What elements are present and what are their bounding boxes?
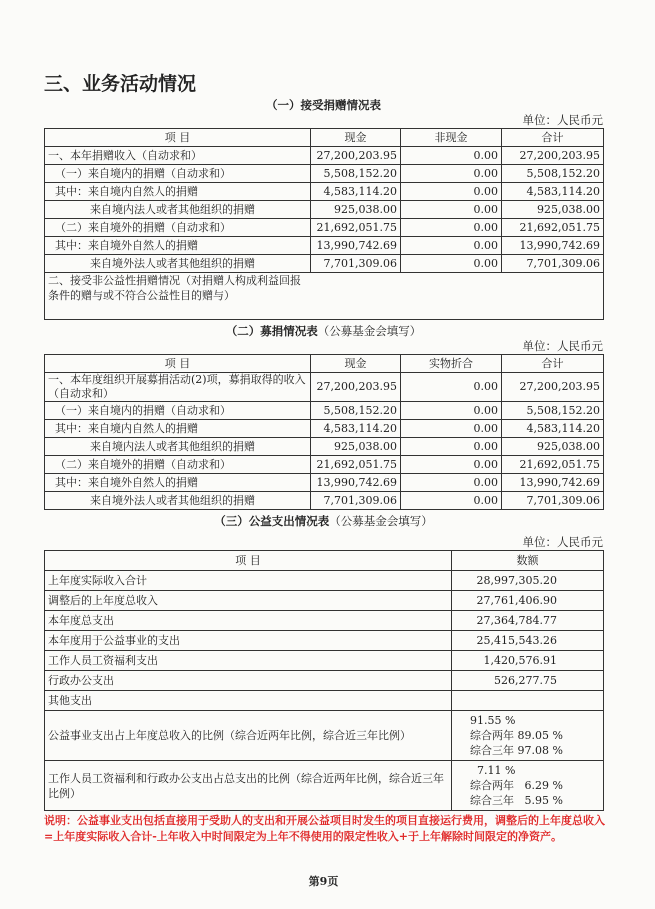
row-label: 本年度总支出 [45, 611, 452, 631]
row-value: 925,038.00 [311, 438, 401, 456]
row-label: 行政办公支出 [45, 671, 452, 691]
row-label: 一、本年度组织开展募捐活动(2)项，募捐取得的收入（自动求和） [45, 373, 311, 402]
table2-unit: 单位：人民币元 [522, 339, 603, 353]
table-header [45, 355, 604, 373]
document-page [44, 0, 603, 909]
row-value: 7,701,309.06 [311, 255, 401, 273]
table1-title: （一）接受捐赠情况表 [266, 98, 381, 112]
row-value: 13,990,742.69 [502, 474, 604, 492]
col-amount: 数额 [452, 551, 604, 571]
row-value: 0.00 [401, 201, 502, 219]
page-number: 第9页 [308, 875, 339, 888]
table-row [45, 651, 604, 671]
table-row [45, 219, 604, 237]
table2-title-note: （公募基金会填写） [317, 324, 422, 338]
row-label: （一）来自境内的捐赠（自动求和） [45, 402, 311, 420]
row-label: 工作人员工资福利支出 [45, 651, 452, 671]
row-value: 7,701,309.06 [502, 492, 604, 510]
row-value: 5,508,152.20 [502, 165, 604, 183]
row-label: 来自境内法人或者其他组织的捐赠 [45, 201, 311, 219]
table-row [45, 631, 604, 651]
row-value: 4,583,114.20 [311, 420, 401, 438]
row-value: 27,200,203.95 [311, 373, 401, 402]
row-value: 21,692,051.75 [311, 219, 401, 237]
row-value: 5,508,152.20 [311, 402, 401, 420]
donations-received-table [44, 128, 604, 320]
row-value: 27,761,406.90 [452, 591, 604, 611]
row-label: 其中：来自境内自然人的捐赠 [45, 420, 311, 438]
section-heading: 三、业务活动情况 [44, 73, 197, 95]
table-row [45, 438, 604, 456]
row-value: 21,692,051.75 [502, 456, 604, 474]
row-value: 0.00 [401, 183, 502, 201]
row-value: 925,038.00 [502, 438, 604, 456]
row-value: 13,990,742.69 [311, 474, 401, 492]
row-value: 0.00 [401, 492, 502, 510]
col-total: 合计 [502, 355, 604, 373]
table-row [45, 456, 604, 474]
table3-title-text: （三）公益支出情况表 [214, 514, 330, 528]
row-value: 21,692,051.75 [502, 219, 604, 237]
table-row [45, 147, 604, 165]
table-row [45, 474, 604, 492]
row-label: 其他支出 [45, 691, 452, 711]
row-value: 0.00 [401, 219, 502, 237]
row-value: 13,990,742.69 [311, 237, 401, 255]
row-label: 一、本年捐赠收入（自动求和） [45, 147, 311, 165]
row-value: 4,583,114.20 [311, 183, 401, 201]
row-value: 0.00 [401, 420, 502, 438]
table-row [45, 420, 604, 438]
table-row [45, 591, 604, 611]
table-header [45, 129, 604, 147]
row-label: 工作人员工资福利和行政办公支出占总支出的比例（综合近两年比例，综合近三年比例） [45, 761, 452, 811]
table-row [45, 273, 604, 320]
row-value: 4,583,114.20 [502, 420, 604, 438]
row-value: 27,364,784.77 [452, 611, 604, 631]
col-total: 合计 [502, 129, 604, 147]
col-cash: 现金 [311, 129, 401, 147]
row-value: 0.00 [401, 402, 502, 420]
table3-unit: 单位：人民币元 [522, 535, 603, 549]
table-row [45, 711, 604, 761]
row-value: 28,997,305.20 [452, 571, 604, 591]
row-label: 来自境内法人或者其他组织的捐赠 [45, 438, 311, 456]
row-value: 21,692,051.75 [311, 456, 401, 474]
table3-title-note: （公募基金会填写） [329, 514, 433, 528]
ratio-values: 91.55 % 综合两年 89.05 % 综合三年 97.08 % [452, 711, 604, 761]
row-value: 1,420,576.91 [452, 651, 604, 671]
ratio-values: 7.11 % 综合两年 6.29 % 综合三年 5.95 % [452, 761, 604, 811]
row-value: 27,200,203.95 [502, 147, 604, 165]
row-value: 0.00 [401, 255, 502, 273]
col-item: 项 目 [45, 129, 311, 147]
charity-expenditure-table [44, 550, 604, 811]
table-header [45, 551, 604, 571]
row-label: 公益事业支出占上年度总收入的比例（综合近两年比例，综合近三年比例） [45, 711, 452, 761]
row-value: 925,038.00 [502, 201, 604, 219]
row-value: 13,990,742.69 [502, 237, 604, 255]
col-item: 项 目 [45, 355, 311, 373]
row-value: 0.00 [401, 147, 502, 165]
row-label: 来自境外法人或者其他组织的捐赠 [45, 492, 311, 510]
table-row [45, 402, 604, 420]
row-label: 上年度实际收入合计 [45, 571, 452, 591]
table-row [45, 237, 604, 255]
table-row [45, 165, 604, 183]
row-value: 0.00 [401, 237, 502, 255]
explanation-note: 说明：公益事业支出包括直接用于受助人的支出和开展公益项目时发生的项目直接运行费用，调整后的上年度总收入=上年度实际收入合计-上年收入中时间限定为上年不得使用的限定性收入+于上年解除时间限定的净资产。 [44, 814, 605, 843]
table3-title [44, 514, 603, 529]
row-label: 二、接受非公益性捐赠情况（对捐赠人构成利益回报条件的赠与或不符合公益性目的赠与） [48, 274, 301, 302]
row-value: 4,583,114.20 [502, 183, 604, 201]
row-value: 25,415,543.26 [452, 631, 604, 651]
table-row [45, 492, 604, 510]
table1-unit: 单位：人民币元 [522, 113, 603, 127]
table-row [45, 691, 604, 711]
row-value: 7,701,309.06 [502, 255, 604, 273]
table-row [45, 183, 604, 201]
row-value: 0.00 [401, 456, 502, 474]
table-row [45, 373, 604, 402]
row-value [452, 691, 604, 711]
col-item: 项 目 [45, 551, 452, 571]
row-label: （二）来自境外的捐赠（自动求和） [45, 456, 311, 474]
row-value: 27,200,203.95 [502, 373, 604, 402]
table-row [45, 571, 604, 591]
row-value: 0.00 [401, 165, 502, 183]
col-noncash: 非现金 [401, 129, 502, 147]
row-value: 0.00 [401, 438, 502, 456]
row-value: 27,200,203.95 [311, 147, 401, 165]
table2-title [44, 324, 603, 339]
row-label: 调整后的上年度总收入 [45, 591, 452, 611]
row-value: 0.00 [401, 373, 502, 402]
row-value: 925,038.00 [311, 201, 401, 219]
table-row [45, 671, 604, 691]
row-label: 来自境外法人或者其他组织的捐赠 [45, 255, 311, 273]
nonpublic-donations-label [45, 273, 311, 320]
row-label: 其中：来自境外自然人的捐赠 [45, 474, 311, 492]
row-label: 其中：来自境外自然人的捐赠 [45, 237, 311, 255]
row-value: 5,508,152.20 [311, 165, 401, 183]
col-cash: 现金 [311, 355, 401, 373]
table-row [45, 255, 604, 273]
col-in-kind: 实物折合 [401, 355, 502, 373]
table2-title-text: （二）募捐情况表 [225, 324, 318, 338]
row-value: 7,701,309.06 [311, 492, 401, 510]
row-value: 5,508,152.20 [502, 402, 604, 420]
row-label: （二）来自境外的捐赠（自动求和） [45, 219, 311, 237]
table-row [45, 201, 604, 219]
row-label: 本年度用于公益事业的支出 [45, 631, 452, 651]
fundraising-table [44, 354, 604, 510]
row-label: 其中：来自境内自然人的捐赠 [45, 183, 311, 201]
table-row [45, 761, 604, 811]
row-label: （一）来自境内的捐赠（自动求和） [45, 165, 311, 183]
table-row [45, 611, 604, 631]
row-value: 0.00 [401, 474, 502, 492]
row-value: 526,277.75 [452, 671, 604, 691]
